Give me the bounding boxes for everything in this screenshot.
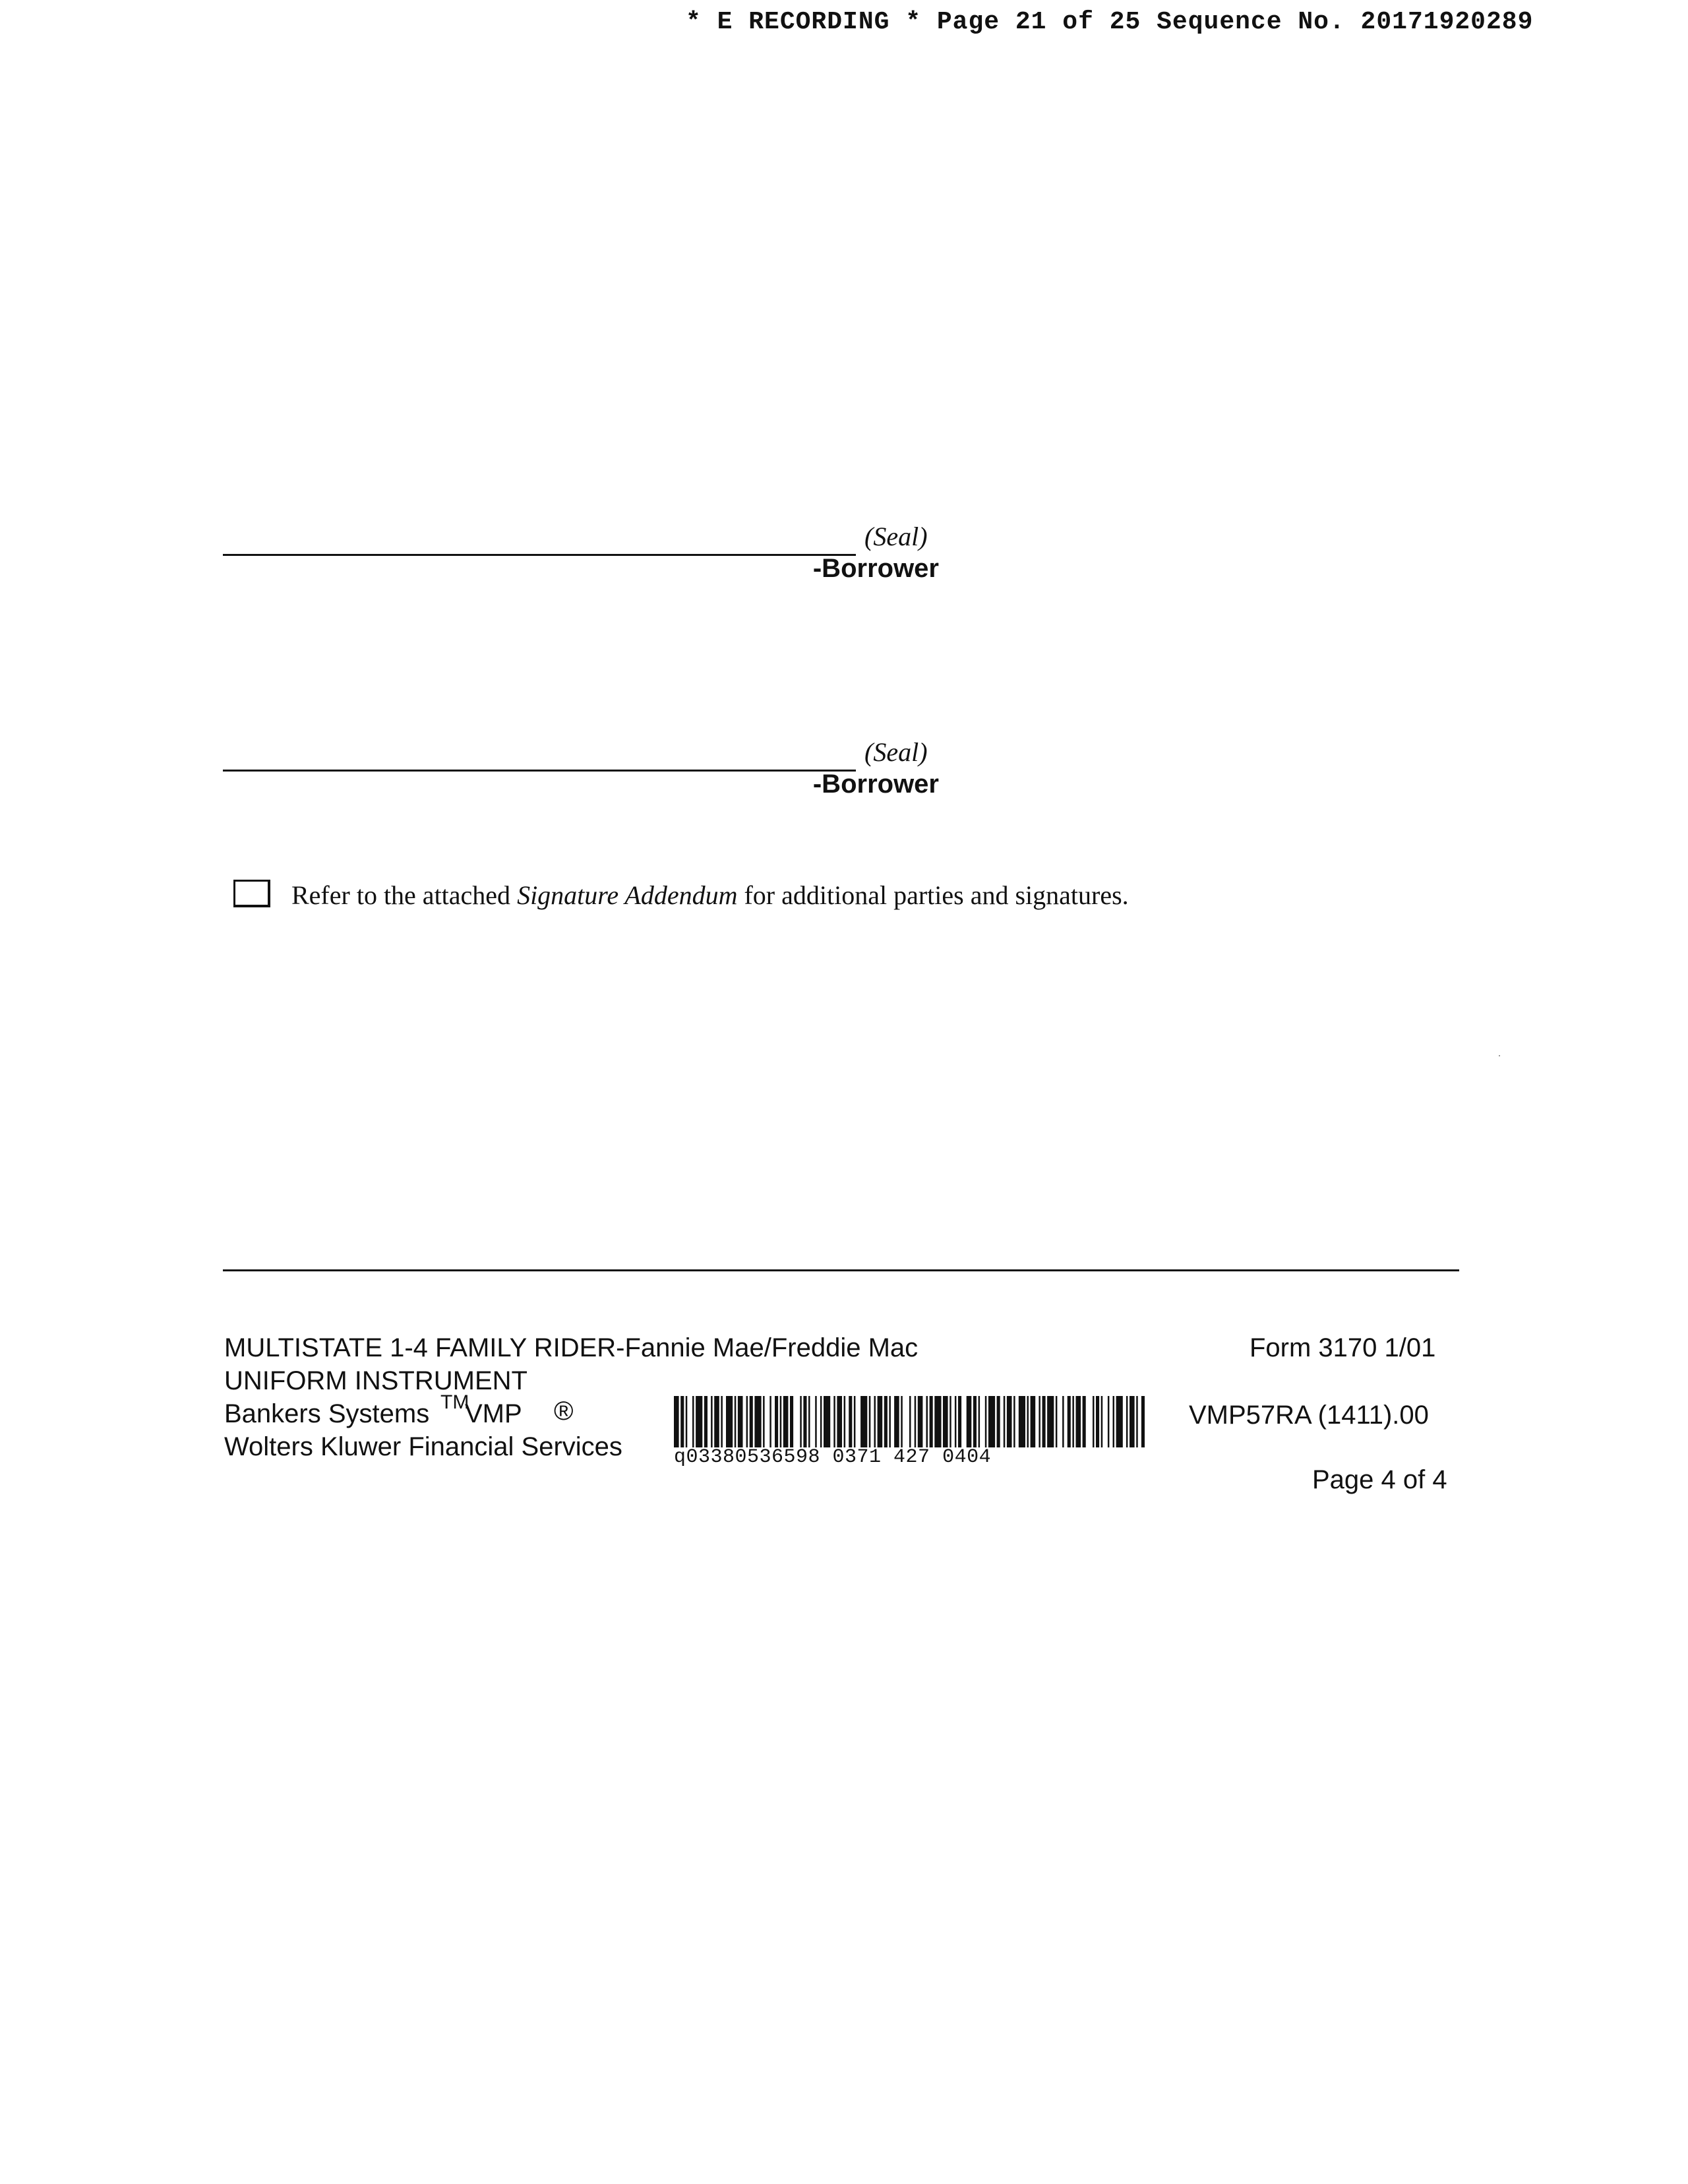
barcode-bar — [884, 1396, 888, 1447]
barcode-bar — [696, 1396, 702, 1447]
barcode-bar — [1027, 1396, 1029, 1447]
borrower-label: -Borrower — [812, 554, 939, 583]
barcode-bar — [780, 1396, 782, 1447]
barcode-bar — [1096, 1396, 1099, 1447]
barcode-bar — [1031, 1396, 1036, 1447]
scan-speck — [1499, 1055, 1500, 1056]
signature-addendum-row — [233, 877, 1222, 917]
barcode-bar — [1108, 1396, 1110, 1447]
signature-addendum-text — [291, 880, 1129, 911]
barcode-bar — [824, 1396, 830, 1447]
barcode-bar — [704, 1396, 708, 1447]
registered-symbol: ® — [554, 1397, 574, 1426]
barcode-bar — [1013, 1396, 1015, 1447]
barcode-bar — [686, 1396, 688, 1447]
barcode-bar — [894, 1396, 899, 1447]
seal-label: (Seal) — [864, 522, 928, 551]
footer-title-line2: UNIFORM INSTRUMENT — [224, 1366, 528, 1395]
barcode-bar — [833, 1396, 835, 1447]
barcode-bar — [763, 1396, 765, 1447]
recording-header: * E RECORDING * Page 21 of 25 Sequence No. 20171920289 — [686, 8, 1534, 36]
barcode-bar — [1116, 1396, 1123, 1447]
barcode — [674, 1396, 1145, 1469]
publisher-name: Bankers Systems — [224, 1399, 430, 1428]
barcode-bar — [800, 1396, 802, 1447]
barcode-bar — [1113, 1396, 1115, 1447]
barcode-bar — [815, 1396, 817, 1447]
barcode-bar — [874, 1396, 876, 1447]
barcode-bar — [735, 1396, 737, 1447]
barcode-bar — [726, 1396, 733, 1447]
barcode-bar — [1019, 1396, 1025, 1447]
barcode-bar — [1141, 1396, 1145, 1447]
barcode-bar — [930, 1396, 933, 1447]
barcode-bar — [988, 1396, 995, 1447]
barcode-bar — [808, 1396, 810, 1447]
barcode-bar — [967, 1396, 972, 1447]
vmp-label: VMP — [465, 1399, 522, 1428]
signature-line — [223, 770, 856, 772]
footer-title-line1: MULTISTATE 1-4 FAMILY RIDER-Fannie Mae/Freddie Mac — [224, 1333, 919, 1362]
signature-line — [223, 554, 856, 556]
trademark-symbol: TM — [440, 1391, 469, 1413]
barcode-bar — [854, 1396, 856, 1447]
barcode-bar — [1101, 1396, 1103, 1447]
barcode-bar — [958, 1396, 961, 1447]
barcode-bar — [889, 1396, 891, 1447]
barcode-bar — [769, 1396, 771, 1447]
barcode-bar — [790, 1396, 793, 1447]
barcode-bar — [1136, 1396, 1138, 1447]
barcode-bar — [1039, 1396, 1040, 1447]
barcode-graphic — [674, 1396, 1145, 1449]
borrower-signature-block-2 — [223, 737, 942, 809]
barcode-bar — [926, 1396, 928, 1447]
barcode-bar — [820, 1396, 822, 1447]
barcode-bar — [837, 1396, 842, 1447]
form-number: Form 3170 1/01 — [1250, 1333, 1436, 1362]
barcode-bar — [1083, 1396, 1086, 1447]
addendum-text-before: Refer to the attached — [291, 880, 518, 910]
signature-addendum-checkbox[interactable] — [233, 880, 270, 907]
barcode-bar — [955, 1396, 957, 1447]
barcode-bar — [1004, 1396, 1006, 1447]
publisher-company: Wolters Kluwer Financial Services — [224, 1432, 622, 1461]
barcode-bar — [915, 1396, 917, 1447]
barcode-bar — [783, 1396, 789, 1447]
barcode-bar — [1072, 1396, 1074, 1447]
barcode-bar — [849, 1396, 852, 1447]
barcode-bar — [997, 1396, 1000, 1447]
borrower-label: -Borrower — [812, 770, 939, 799]
barcode-number: q03380536598 0371 427 0404 — [674, 1446, 992, 1469]
barcode-bar — [1042, 1396, 1046, 1447]
barcode-bar — [692, 1396, 694, 1447]
barcode-bar — [918, 1396, 923, 1447]
barcode-bar — [1126, 1396, 1128, 1447]
barcode-bar — [775, 1396, 778, 1447]
barcode-bar — [1007, 1396, 1012, 1447]
barcode-bar — [803, 1396, 806, 1447]
barcode-bar — [943, 1396, 948, 1447]
barcode-bar — [1068, 1396, 1071, 1447]
borrower-signature-block-1 — [223, 521, 942, 593]
barcode-bar — [674, 1396, 679, 1447]
barcode-bar — [973, 1396, 977, 1447]
barcode-bar — [901, 1396, 903, 1447]
barcode-bar — [934, 1396, 941, 1447]
form-code: VMP57RA (1411).00 — [1189, 1401, 1429, 1430]
barcode-bar — [979, 1396, 980, 1447]
barcode-bar — [869, 1396, 871, 1447]
barcode-bar — [1056, 1396, 1058, 1447]
addendum-text-after: for additional parties and signatures. — [737, 880, 1129, 910]
barcode-bar — [1062, 1396, 1064, 1447]
page-number: Page 4 of 4 — [1312, 1465, 1447, 1494]
barcode-bar — [738, 1396, 743, 1447]
barcode-bar — [860, 1396, 867, 1447]
addendum-text-italic: Signature Addendum — [517, 880, 738, 910]
barcode-bar — [878, 1396, 883, 1447]
barcode-bar — [750, 1396, 753, 1447]
barcode-bar — [721, 1396, 723, 1447]
barcode-bar — [844, 1396, 846, 1447]
barcode-bar — [1130, 1396, 1135, 1447]
barcode-bar — [714, 1396, 719, 1447]
barcode-bar — [1093, 1396, 1095, 1447]
barcode-bar — [746, 1396, 748, 1447]
barcode-bar — [1047, 1396, 1054, 1447]
barcode-bar — [950, 1396, 951, 1447]
barcode-bar — [985, 1396, 987, 1447]
footer-divider — [223, 1269, 1459, 1271]
barcode-bar — [711, 1396, 713, 1447]
barcode-bar — [909, 1396, 911, 1447]
barcode-bar — [754, 1396, 761, 1447]
barcode-bar — [680, 1396, 684, 1447]
seal-label: (Seal) — [864, 737, 928, 767]
barcode-bar — [1076, 1396, 1081, 1447]
